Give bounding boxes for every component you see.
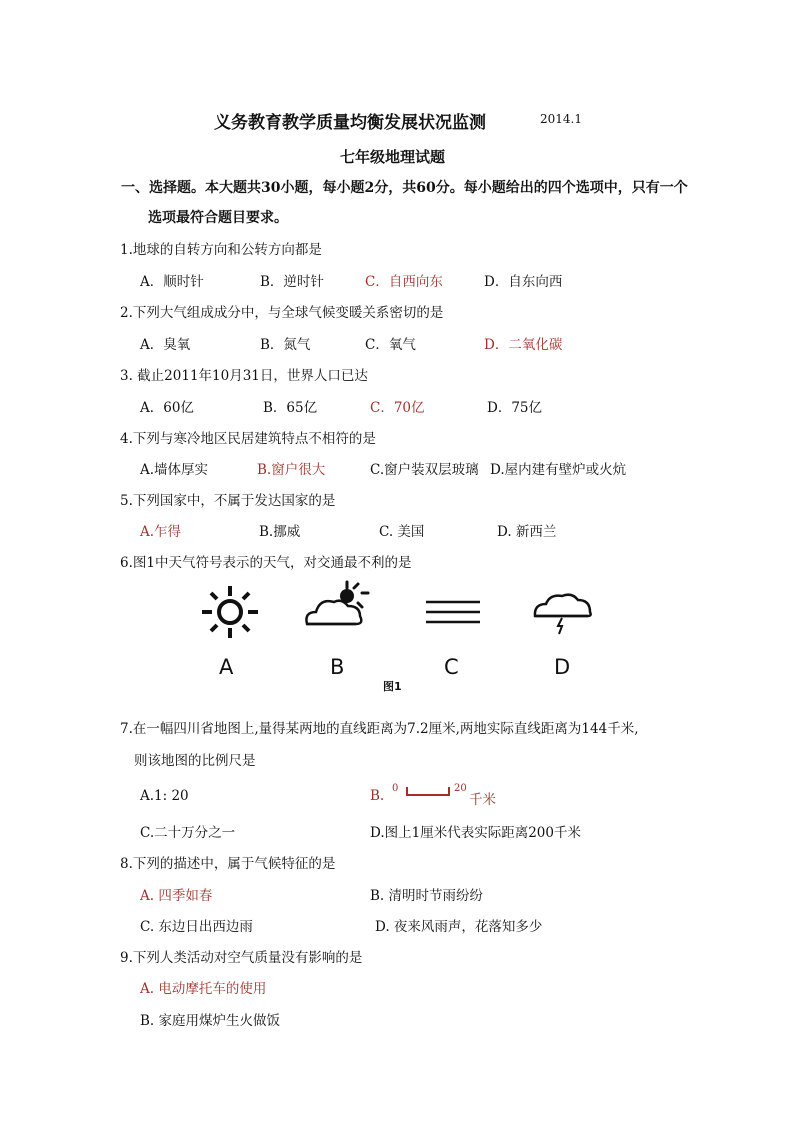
q4-stem: 4.下列与寒冷地区民居建筑特点不相符的是 <box>120 431 376 447</box>
q3-option-c: C．70亿 <box>370 400 425 416</box>
q4-option-d: D.屋内建有壁炉或火炕 <box>490 462 627 478</box>
q2-option-b: B．氮气 <box>260 337 311 353</box>
q5-stem: 5.下列国家中，不属于发达国家的是 <box>120 493 336 509</box>
q9-option-b: B. 家庭用煤炉生火做饭 <box>140 1013 281 1029</box>
q1-stem: 1.地球的自转方向和公转方向都是 <box>120 242 322 258</box>
thunderstorm-icon <box>532 590 594 636</box>
q4-option-b: B.窗户很大 <box>257 462 326 478</box>
q7-option-d: D.图上1厘米代表实际距离200千米 <box>370 825 581 841</box>
scale-bar-end-label: 20 <box>454 783 467 794</box>
q8-option-d: D. 夜来风雨声，花落知多少 <box>375 919 543 935</box>
q1-option-c: C．自西向东 <box>365 274 443 290</box>
fog-icon <box>426 598 482 628</box>
q5-option-c: C. 美国 <box>379 524 425 540</box>
q2-stem: 2.下列大气组成成分中，与全球气候变暖关系密切的是 <box>120 305 444 321</box>
q7-stem-line1: 7.在一幅四川省地图上,量得某两地的直线距离为7.2厘米,两地实际直线距离为144千米, <box>120 721 639 737</box>
weather-label-d: D <box>554 655 571 679</box>
exam-date: 2014.1 <box>540 112 582 126</box>
q3-option-a: A．60亿 <box>140 400 194 416</box>
q5-option-a: A.乍得 <box>140 524 182 540</box>
weather-label-a: A <box>219 655 234 679</box>
section-instructions-line1: 一、选择题。本大题共30小题，每小题2分，共60分。每小题给出的四个选项中，只有一个 <box>121 180 688 196</box>
q8-option-a: A. 四季如春 <box>140 888 213 904</box>
q4-option-a: A.墙体厚实 <box>140 462 209 478</box>
q9-stem: 9.下列人类活动对空气质量没有影响的是 <box>120 950 363 966</box>
sun-icon <box>198 584 262 640</box>
q1-option-b: B．逆时针 <box>260 274 324 290</box>
page-title: 义务教育教学质量均衡发展状况监测 <box>214 113 486 133</box>
partly-cloudy-icon <box>302 580 374 630</box>
weather-label-c: C <box>444 655 459 679</box>
q2-option-d: D．二氧化碳 <box>484 337 563 353</box>
weather-label-b: B <box>330 655 345 679</box>
q9-option-a: A. 电动摩托车的使用 <box>140 981 267 997</box>
figure-caption: 图1 <box>383 680 402 693</box>
q7-option-a: A.1: 20 <box>140 788 189 804</box>
q6-stem: 6.图1中天气符号表示的天气，对交通最不利的是 <box>120 555 412 571</box>
section-instructions-line2: 选项最符合题目要求。 <box>148 210 288 226</box>
q5-option-d: D. 新西兰 <box>497 524 557 540</box>
q1-option-d: D．自东向西 <box>484 274 563 290</box>
q7-stem-line2: 则该地图的比例尺是 <box>134 753 256 769</box>
page-subtitle: 七年级地理试题 <box>340 148 446 166</box>
q7-option-b-prefix: B. <box>370 788 385 804</box>
q3-option-b: B．65亿 <box>263 400 318 416</box>
q4-option-c: C.窗户装双层玻璃 <box>370 462 479 478</box>
q1-option-a: A．顺时针 <box>140 274 204 290</box>
q8-stem: 8.下列的描述中，属于气候特征的是 <box>120 856 336 872</box>
q3-option-d: D．75亿 <box>487 400 543 416</box>
scale-bar-start-label: 0 <box>392 783 399 794</box>
q2-option-c: C．氧气 <box>365 337 416 353</box>
q5-option-b: B.挪威 <box>259 524 301 540</box>
q3-stem: 3. 截止2011年10月31日，世界人口已达 <box>120 368 368 384</box>
q7-option-c: C.二十万分之一 <box>140 825 236 841</box>
q2-option-a: A．臭氧 <box>140 337 191 353</box>
q8-option-c: C. 东边日出西边雨 <box>140 919 253 935</box>
q8-option-b: B. 清明时节雨纷纷 <box>370 888 484 904</box>
scale-bar-unit: 千米 <box>469 792 496 808</box>
scale-bar-icon <box>405 786 451 798</box>
